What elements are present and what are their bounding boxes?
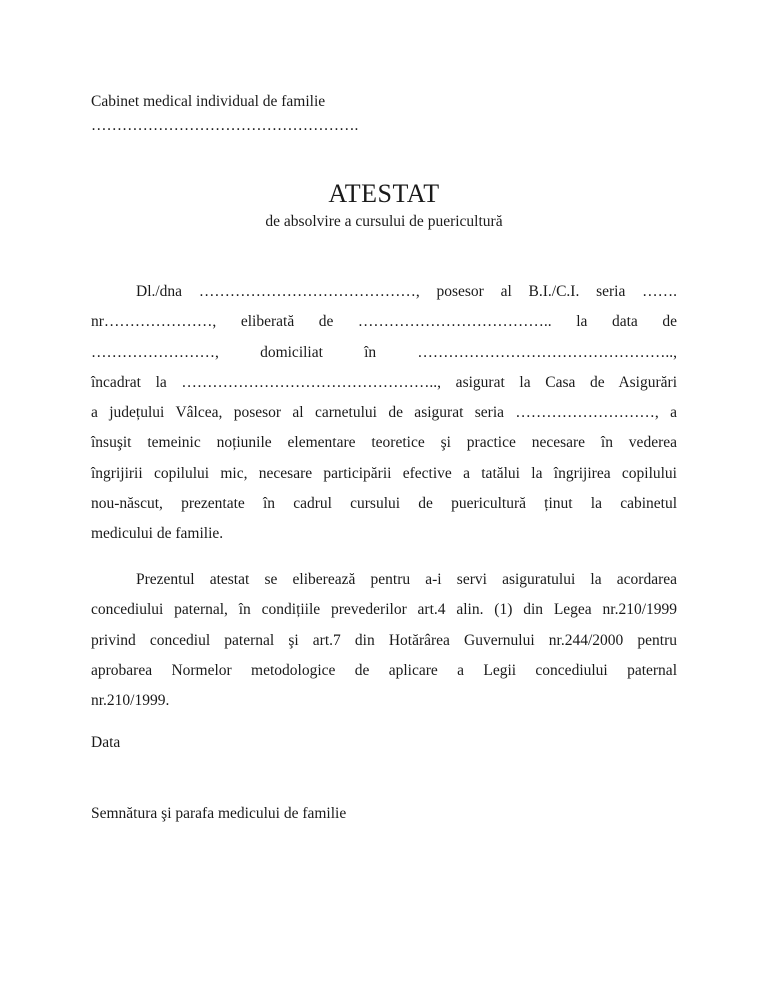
paragraph-line: nr…………………, eliberată de ……………………………….. la data de (91, 313, 677, 331)
document-title: ATESTAT (328, 179, 440, 208)
document-subtitle: de absolvire a cursului de puericultură (265, 213, 503, 230)
paragraph-line: Dl./dna ……………………………………, posesor al B.I./C.I. seria ……. (136, 283, 677, 300)
paragraph-line: nou-născut, prezentate în cadrul cursului de puericultură ținut la cabinetul (91, 495, 677, 513)
institution-blank: ……………………………………………. (91, 117, 359, 134)
paragraph-line: medicului de familie. (91, 525, 224, 543)
header (91, 90, 358, 138)
signature-label: Semnătura şi parafa medicului de familie (91, 805, 347, 822)
paragraph-line: aprobarea Normelor metodologice de aplicare a Legii concediului paternal (91, 661, 677, 679)
paragraph-line: însuşit temeinic noțiunile elementare teoretice şi practice necesare în vederea (91, 434, 677, 452)
paragraph-line: nr.210/1999. (91, 692, 170, 710)
paragraph-line: a județului Vâlcea, posesor al carnetului de asigurat seria ………………………, a (91, 404, 677, 422)
paragraph-purpose (91, 565, 677, 716)
paragraph-line: ……………………, domiciliat în ………………………………………….., (91, 343, 677, 361)
paragraph-line: încadrat la ………………………………………….., asigurat la Casa de Asigurări (91, 373, 677, 391)
paragraph-line: Prezentul atestat se eliberează pentru a-i servi asiguratului la acordarea (136, 571, 677, 588)
paragraph-line: îngrijirii copilului mic, necesare participării efective a tatălui la îngrijirea copilului (91, 464, 677, 482)
paragraph-line: concediului paternal, în condițiile prevederilor art.4 alin. (1) din Legea nr.210/1999 (91, 601, 677, 619)
paragraph-line: privind concediul paternal şi art.7 din Hotărârea Guvernului nr.244/2000 pentru (91, 631, 677, 649)
date-label: Data (91, 734, 121, 751)
paragraph-certification (91, 277, 677, 550)
institution-name: Cabinet medical individual de familie (91, 93, 326, 110)
